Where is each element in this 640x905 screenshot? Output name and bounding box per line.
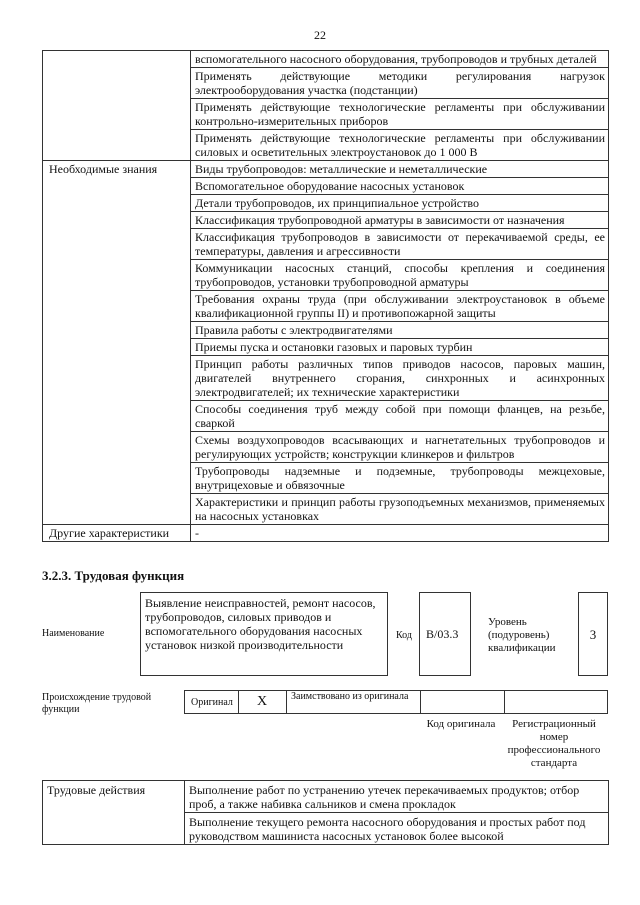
reg-number-label: Регистрационный номер профессионального стандарта (507, 718, 601, 769)
other-characteristics-value: - (191, 525, 609, 542)
skill-item: вспомогательного насосного оборудования, трубопроводов и трубных деталей (191, 51, 609, 68)
knowledge-item: Правила работы с электродвигателями (191, 322, 609, 339)
knowledge-item: Вспомогательное оборудование насосных установок (191, 178, 609, 195)
section-title: 3.2.3. Трудовая функция (42, 568, 185, 583)
skill-item: Применять действующие технологические регламенты при обслуживании силовых и осветительных электроустановок до 1 000 В (191, 130, 609, 161)
action-item: Выполнение работ по устранению утечек перекачиваемых продуктов; отбор проб, а также набивка сальников и смена прокладок (185, 781, 609, 813)
table-row (43, 51, 609, 68)
requirements-table (42, 50, 609, 542)
knowledge-item: Принцип работы различных типов приводов насосов, паровых машин, двигателей внутреннего сгорания, синхронных и асинхронных электродвигателей; их технические характеристики (191, 356, 609, 401)
borrowed-cell (287, 691, 421, 713)
knowledge-item: Виды трубопроводов: металлические и неметаллические (191, 161, 609, 178)
page-number: 22 (314, 28, 326, 42)
function-name-label: Наименование (42, 628, 105, 639)
skill-item: Применять действующие технологические регламенты при обслуживании контрольно-измерительных приборов (191, 99, 609, 130)
original-cell (185, 691, 239, 713)
knowledge-item: Классификация трубопроводов в зависимости от перекачиваемой среды, ее температуры, давления и агрессивности (191, 229, 609, 260)
code-original-cell (421, 691, 505, 713)
original-mark-cell (239, 691, 287, 713)
original-mark: X (257, 694, 268, 709)
actions-label: Трудовые действия (43, 781, 185, 845)
table-row (43, 525, 609, 542)
origin-row (184, 690, 608, 714)
skills-label-cell (43, 51, 191, 161)
knowledge-item: Приемы пуска и остановки газовых и паровых турбин (191, 339, 609, 356)
knowledge-item: Детали трубопроводов, их принципиальное устройство (191, 195, 609, 212)
other-characteristics-label: Другие характеристики (43, 525, 191, 542)
knowledge-item: Способы соединения труб между собой при помощи фланцев, на резьбе, сваркой (191, 401, 609, 432)
knowledge-item: Коммуникации насосных станций, способы крепления и соединения трубопроводов, установки трубопроводной арматуры (191, 260, 609, 291)
knowledge-item: Характеристики и принцип работы грузоподъемных механизмов, применяемых на насосных установках (191, 494, 609, 525)
knowledge-label: Необходимые знания (43, 161, 191, 525)
function-level-value: 3 (578, 592, 608, 676)
knowledge-item: Трубопроводы надземные и подземные, трубопроводы межцеховые, внутрицеховые и обвязочные (191, 463, 609, 494)
actions-table (42, 780, 609, 845)
code-original-label: Код оригинала (426, 718, 496, 730)
function-code-label: Код (396, 630, 412, 641)
knowledge-item: Требования охраны труда (при обслуживании электроустановок в объеме квалификационной группы II) и противопожарной защиты (191, 291, 609, 322)
origin-label: Происхождение трудовой функции (42, 692, 152, 715)
action-item: Выполнение текущего ремонта насосного оборудования и простых работ под руководством машиниста насосных установок более высокой (185, 813, 609, 845)
knowledge-item: Классификация трубопроводной арматуры в зависимости от назначения (191, 212, 609, 229)
table-row (43, 781, 609, 813)
function-name-value: Выявление неисправностей, ремонт насосов, трубопроводов, силовых приводов и вспомогательного оборудования насосных установок низкой производительности (140, 592, 388, 676)
original-label: Оригинал (191, 697, 233, 708)
borrowed-label: Заимствовано из оригинала (291, 691, 409, 702)
knowledge-item: Схемы воздухопроводов всасывающих и нагнетательных трубопроводов и регулирующих устройств; конструкции клинкеров и фильтров (191, 432, 609, 463)
function-level-label: Уровень (подуровень) квалификации (488, 616, 556, 654)
skill-item: Применять действующие методики регулирования нагрузок электрооборудования участка (подстанции) (191, 68, 609, 99)
function-code-value: B/03.3 (419, 592, 471, 676)
table-row (43, 161, 609, 178)
